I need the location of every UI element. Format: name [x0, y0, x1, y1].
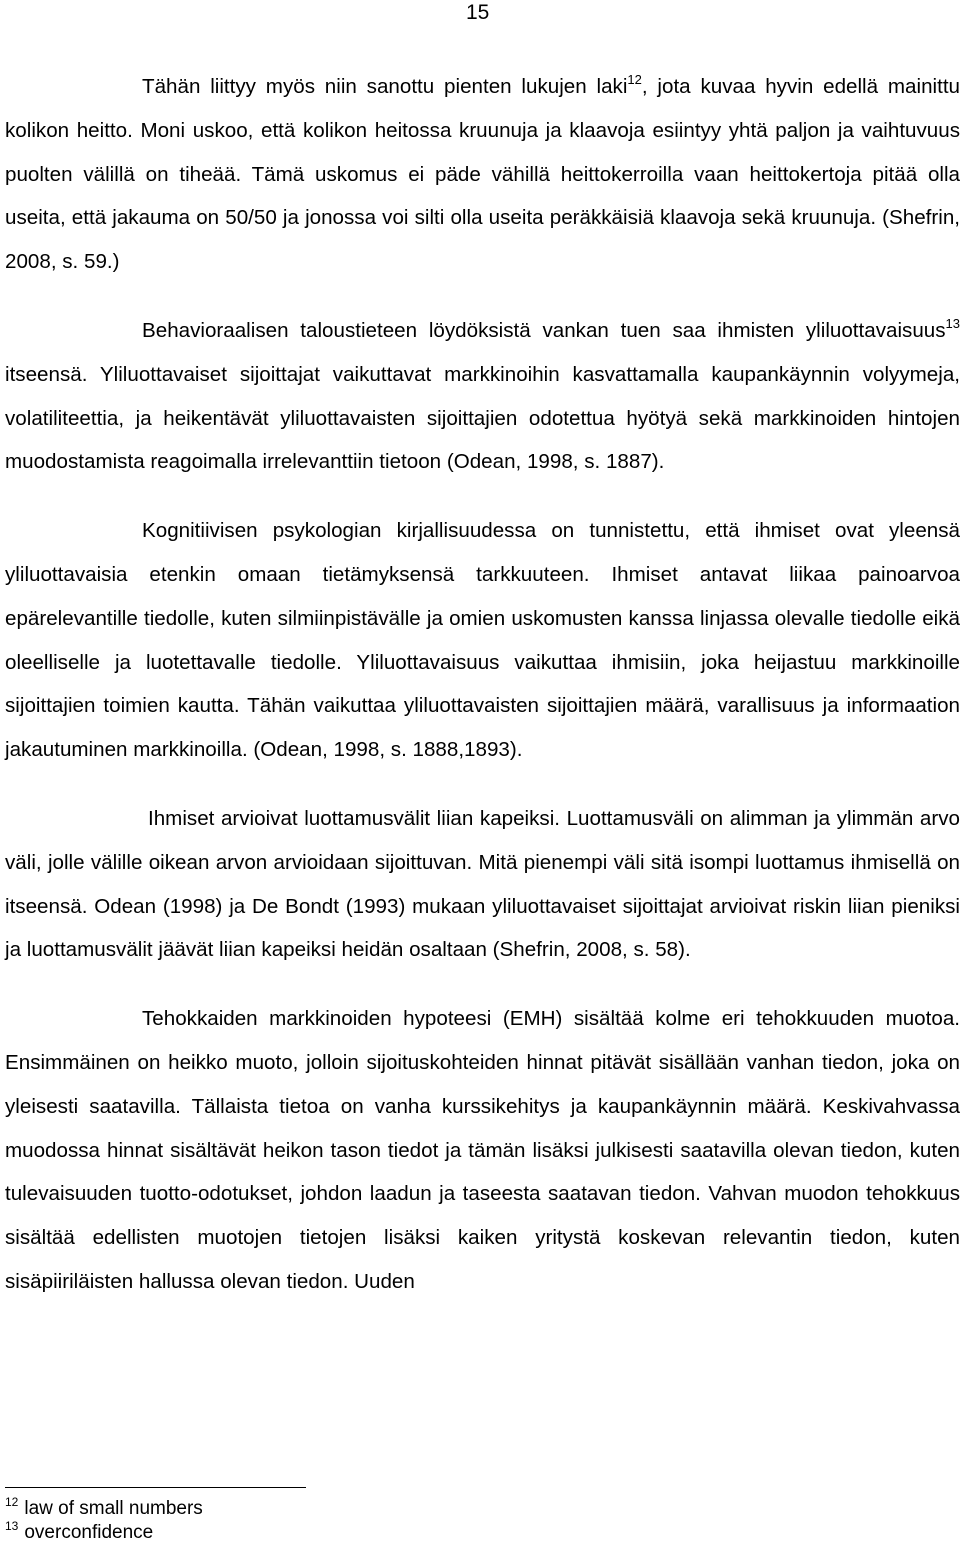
footnote-separator: [5, 1487, 306, 1488]
paragraph-cognitive-psychology: Kognitiivisen psykologian kirjallisuudessa on tunnistettu, että ihmiset ovat yleensä yliluottavaisia etenkin omaan tietämyksensä tarkkuuteen. Ihmiset antavat liikaa painoarvoa epärelevantille tiedolle, kuten silmiinpistävälle ja omien uskomusten kanssa linjassa olevalle tiedolle eikä oleelliselle ja luotettavalle tiedolle. Yliluottavaisuus vaikuttaa ihmisiin, joka heijastuu markkinoille sijoittajien toimien kautta. Tähän vaikuttaa yliluottavaisten sijoittajien määrä, varallisuus ja informaation jakautuminen markkinoilla. (Odean, 1998, s. 1888,1893).: [5, 519, 960, 762]
footnote-marker: 13: [5, 1519, 19, 1533]
paragraph-confidence-intervals: Ihmiset arvioivat luottamusvälit liian kapeiksi. Luottamusväli on alimman ja ylimmän arvo väli, jolle välille oikean arvon arvioidaan sijoittuvan. Mitä pienempi väli sitä isompi luottamus ihmisellä on itseensä. Odean (1998) ja De Bondt (1993) mukaan yliluottavaiset sijoittajat arvioivat riskin liian pieniksi ja luottamusvälit jäävät liian kapeiksi heidän osaltaan (Shefrin, 2008, s. 58).: [5, 806, 960, 962]
paragraph-text: , jota kuvaa hyvin edellä mainittu kolikon heitto. Moni uskoo, että kolikon heitossa kruunuja ja klaavoja esiintyy yhtä paljon ja vaihtuvuus puolten välillä on tiheää. Tämä uskomus ei päde vähillä heittokerroilla vaan heittokertoja pitää olla useita, että jakauma on 50/50 ja jonossa voi silti olla useita peräkkäisiä klaavoja sekä kruunuja. (Shefrin, 2008, s. 59.): [5, 75, 960, 274]
footnote-ref-12: 12: [627, 72, 642, 87]
paragraph-text: itseensä. Yliluottavaiset sijoittajat vaikuttavat markkinoihin kasvattamalla kaupankäynnin volyymeja, volatiliteettia, ja heikentävät yliluottavaisten sijoittajien odotettua hyötyä sekä markkinoiden hintojen muodostamista reagoimalla irrelevanttiin tietoon (Odean, 1998, s. 1887).: [5, 362, 960, 474]
footnote-text: law of small numbers: [24, 1498, 203, 1519]
paragraph-text: Behavioraalisen taloustieteen löydöksistä vankan tuen saa ihmisten yliluottavaisuus: [142, 318, 946, 342]
paragraph-emh: Tehokkaiden markkinoiden hypoteesi (EMH) sisältää kolme eri tehokkuuden muotoa. Ensimmäinen on heikko muoto, jolloin sijoituskohteiden hinnat pitävät sisällään vanhan tiedon, joka on yleisesti saatavilla. Tällaista tietoa on vanha kurssikehitys ja kaupankäynnin määrä. Keskivahvassa muodossa hinnat sisältävät heikon tason tiedot ja tämän lisäksi julkisesti saatavilla olevan tiedon, kuten tulevaisuuden tuotto-odotukset, johdon laadun ja taseesta saatavan tiedon. Vahvan muodon tehokkuus sisältää edellisten muotojen tietojen lisäksi kaiken yritystä koskevan relevantin tiedon, kuten sisäpiiriläisten hallussa olevan tiedon. Uuden: [5, 1007, 960, 1293]
footnote-text: overconfidence: [24, 1522, 154, 1543]
footnote-marker: 12: [5, 1495, 19, 1509]
footnote-ref-13: 13: [945, 315, 960, 331]
body-text: [5, 65, 960, 1304]
paragraph-text: Tähän liittyy myös niin sanottu pienten lukujen laki: [142, 75, 628, 98]
page-number: 15: [466, 1, 490, 24]
footnotes: [5, 1497, 605, 1545]
paragraph-overconfidence: [5, 309, 960, 484]
footnote-13: [5, 1521, 605, 1545]
footnote-12: [5, 1497, 605, 1521]
paragraph-small-numbers: [5, 65, 960, 284]
